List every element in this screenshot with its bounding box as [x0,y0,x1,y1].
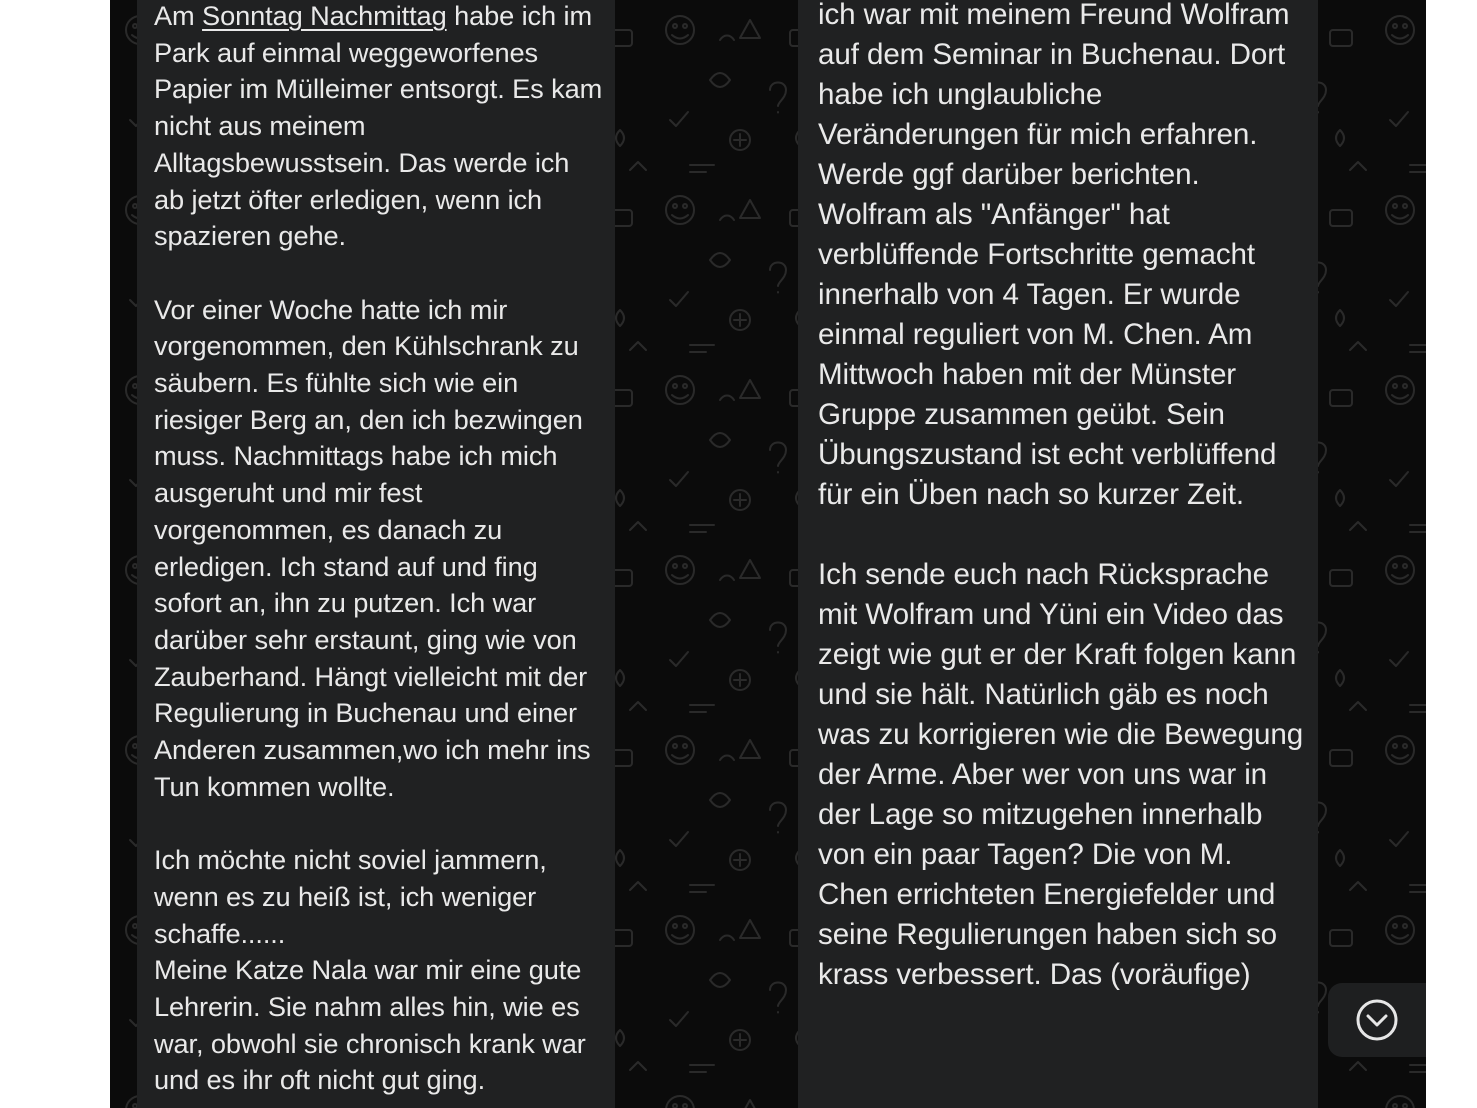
paragraph-gap [154,805,603,842]
paragraph-gap [154,255,603,292]
date-link[interactable]: Sonntag Nachmittag [202,0,447,31]
message-paragraph: Wolfram als "Anfänger" hat verblüffende Fortschritte gemacht innerhalb von 4 Tagen. Er wurde einmal reguliert von M. Chen. Am Mittwoch haben mit der Münster Gruppe zusammen geübt. Sein Übungszustand ist echt verblüffend für ein Üben nach so kurzer Zeit. [818,198,1277,511]
message-text: Am [154,0,203,31]
message-paragraph: Meine Katze Nala war mir eine gute Lehrerin. Sie nahm alles hin, wie es war, obwohl sie chronisch krank war und es ihr oft nicht gut ging. [154,954,586,1096]
scroll-to-bottom-button[interactable] [1328,983,1426,1057]
message-paragraph: Ich möchte nicht soviel jammern, wenn es zu heiß ist, ich weniger schaffe...... [154,844,547,949]
message-paragraph [154,0,603,255]
chevron-down-circle-icon [1355,998,1399,1042]
message-text: habe ich im Park auf einmal weggeworfenes Papier im Mülleimer entsorgt. Es kam nicht aus meinem Alltagsbewusstsein. Das werde ich ab jetzt öfter erledigen, wenn ich spazieren gehe. [154,0,603,252]
chat-panel[interactable] [110,0,1426,1108]
paragraph-gap [818,515,1304,555]
message-bubble-right[interactable] [798,0,1318,1108]
message-paragraph: ich war mit meinem Freund Wolfram auf dem Seminar in Buchenau. Dort habe ich unglaubliche Veränderungen für mich erfahren. Werde ggf darüber berichten. [818,0,1290,191]
message-paragraph: Vor einer Woche hatte ich mir vorgenommen, den Kühlschrank zu säubern. Es fühlte sich wie ein riesiger Berg an, den ich bezwingen muss. Nachmittags habe ich mich ausgeruht und mir fest vorgenommen, es danach zu erledigen. Ich stand auf und fing sofort an, ihn zu putzen. Ich war darüber sehr erstaunt, ging wie von Zauberhand. Hängt vielleicht mit der Regulierung in Buchenau und einer Anderen zusammen,wo ich mehr ins Tun kommen wollte. [154,293,591,802]
message-paragraph: Ich sende euch nach Rücksprache mit Wolfram und Yüni ein Video das zeigt wie gut er der Kraft folgen kann und sie hält. Natürlich gäb es noch was zu korrigieren wie die Bewegung der Arme. Aber wer von uns war in der Lage so mitzugehen innerhalb von ein paar Tagen? Die von M. Chen errichteten Energiefelder und seine Regulierungen haben sich so krass verbessert. Das (voräufige) [818,558,1304,991]
message-bubble-left[interactable] [137,0,615,1108]
